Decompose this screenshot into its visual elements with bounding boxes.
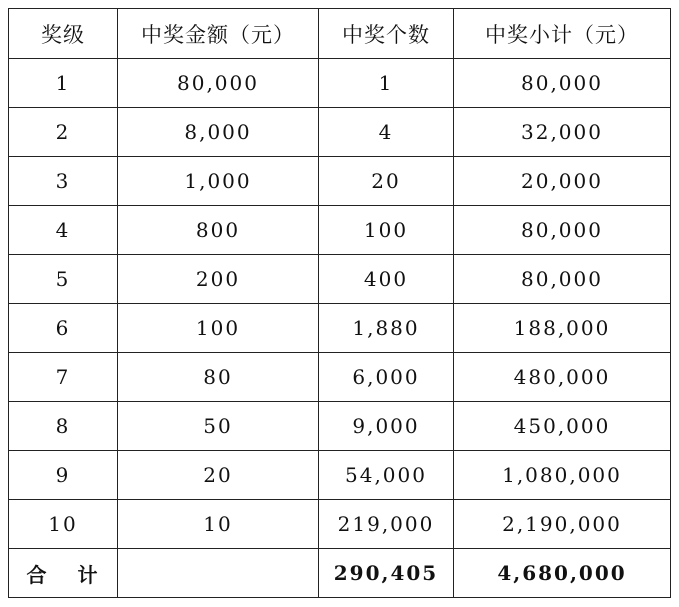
header-row <box>9 9 671 59</box>
table-row <box>9 402 671 451</box>
table-row <box>9 451 671 500</box>
cell-subtotal: 2,190,000 <box>454 500 671 549</box>
cell-prize-amount: 80 <box>118 353 319 402</box>
cell-subtotal: 80,000 <box>454 255 671 304</box>
cell-prize-level: 1 <box>9 59 118 108</box>
cell-prize-amount: 50 <box>118 402 319 451</box>
table-body <box>9 59 671 598</box>
cell-subtotal: 480,000 <box>454 353 671 402</box>
cell-prize-level: 7 <box>9 353 118 402</box>
cell-subtotal: 1,080,000 <box>454 451 671 500</box>
total-subtotal: 4,680,000 <box>454 549 671 598</box>
cell-prize-amount: 10 <box>118 500 319 549</box>
cell-winner-count: 100 <box>319 206 454 255</box>
cell-winner-count: 6,000 <box>319 353 454 402</box>
total-row <box>9 549 671 598</box>
cell-prize-level: 3 <box>9 157 118 206</box>
cell-subtotal: 20,000 <box>454 157 671 206</box>
cell-subtotal: 32,000 <box>454 108 671 157</box>
cell-prize-level: 2 <box>9 108 118 157</box>
cell-prize-level: 9 <box>9 451 118 500</box>
table-row <box>9 353 671 402</box>
table-row <box>9 157 671 206</box>
cell-winner-count: 400 <box>319 255 454 304</box>
cell-prize-amount: 800 <box>118 206 319 255</box>
cell-winner-count: 1,880 <box>319 304 454 353</box>
cell-prize-level: 8 <box>9 402 118 451</box>
table-row <box>9 304 671 353</box>
cell-prize-amount: 8,000 <box>118 108 319 157</box>
header-winner-count: 中奖个数 <box>319 9 454 59</box>
prize-table <box>8 8 671 598</box>
table-header <box>9 9 671 59</box>
cell-prize-amount: 1,000 <box>118 157 319 206</box>
table-row <box>9 59 671 108</box>
header-subtotal: 中奖小计（元） <box>454 9 671 59</box>
table-row <box>9 255 671 304</box>
cell-subtotal: 188,000 <box>454 304 671 353</box>
cell-prize-level: 6 <box>9 304 118 353</box>
table-row <box>9 500 671 549</box>
table-row <box>9 206 671 255</box>
cell-winner-count: 4 <box>319 108 454 157</box>
cell-prize-amount: 20 <box>118 451 319 500</box>
cell-subtotal: 80,000 <box>454 206 671 255</box>
cell-subtotal: 80,000 <box>454 59 671 108</box>
cell-prize-level: 10 <box>9 500 118 549</box>
cell-winner-count: 219,000 <box>319 500 454 549</box>
cell-prize-level: 4 <box>9 206 118 255</box>
cell-prize-level: 5 <box>9 255 118 304</box>
table-row <box>9 108 671 157</box>
cell-winner-count: 54,000 <box>319 451 454 500</box>
cell-winner-count: 20 <box>319 157 454 206</box>
total-amount-cell <box>118 549 319 598</box>
cell-prize-amount: 200 <box>118 255 319 304</box>
header-prize-amount: 中奖金额（元） <box>118 9 319 59</box>
total-winner-count: 290,405 <box>319 549 454 598</box>
cell-winner-count: 9,000 <box>319 402 454 451</box>
header-prize-level: 奖级 <box>9 9 118 59</box>
cell-subtotal: 450,000 <box>454 402 671 451</box>
cell-prize-amount: 100 <box>118 304 319 353</box>
cell-prize-amount: 80,000 <box>118 59 319 108</box>
total-label: 合 计 <box>9 549 118 598</box>
cell-winner-count: 1 <box>319 59 454 108</box>
